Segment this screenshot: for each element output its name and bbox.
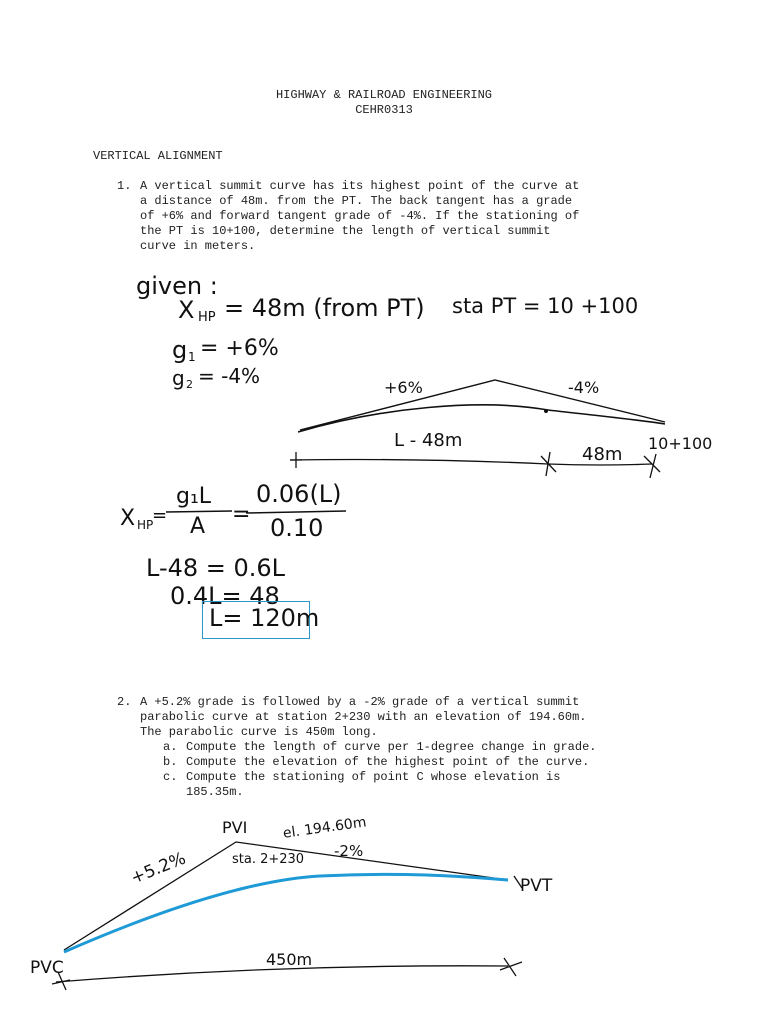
back-grade-label: +5.2% [128,848,189,889]
problem-line: a distance of 48m. from the PT. The back tangent has a grade [140,194,573,208]
problem-number: 1. [117,179,132,193]
pvi-label: PVI [222,818,248,837]
parabolic-curve [64,874,508,952]
formula-denominator: A [190,514,206,539]
formula-equals-2: = [232,502,251,527]
distance-48-label: 48m [582,444,623,465]
pvt-label: PVT [520,876,553,896]
g2-symbol: g [172,366,185,390]
problem-line: A vertical summit curve has its highest point of the curve at [140,179,580,193]
subpart-label: c. [163,770,178,784]
xhp-symbol: X [178,296,195,324]
problem-line: parabolic curve at station 2+230 with an elevation of 194.60m. [140,710,587,724]
given-label: given : [136,272,218,300]
formula-numerator-2: 0.06(L) [256,480,342,508]
problem-line: of +6% and forward tangent grade of -4%. If the stationing of [140,209,580,223]
g2-subscript: 2 [186,378,193,391]
problem-line: the PT is 10+100, determine the length of vertical summit [140,224,551,238]
section-title: VERTICAL ALIGNMENT [93,149,223,163]
xhp-subscript: HP [198,310,216,325]
subpart-label: b. [163,755,178,769]
g1-symbol: g [172,336,188,364]
subpart-text: Compute the elevation of the highest point of the curve. [186,755,590,769]
formula-denominator-2: 0.10 [270,514,324,542]
course-title: HIGHWAY & RAILROAD ENGINEERING [275,88,493,102]
problem-line: The parabolic curve is 450m long. [140,725,378,739]
curve-length-label: 450m [266,950,313,969]
dimension-tick [500,958,522,976]
g1-subscript: 1 [188,350,196,364]
subpart-text: Compute the length of curve per 1-degree change in grade. [186,740,597,754]
formula-equals: = [152,505,168,526]
forward-grade-label: -4% [568,378,600,397]
solution-step-2: 0.4L= 48 [170,582,280,610]
formula-x-subscript: HP [137,518,154,532]
course-code: CEHR0313 [355,103,413,117]
g1-value: = +6% [200,336,279,361]
back-grade-label: +6% [384,378,423,397]
problem-line: A +5.2% grade is followed by a -2% grade of a vertical summit [140,695,580,709]
problem-line: curve in meters. [140,239,256,253]
subpart-label: a. [163,740,178,754]
forward-grade-label: -2% [334,842,364,860]
formula-numerator: g₁L [176,484,212,509]
pvc-label: PVC [30,958,64,978]
length-minus-label: L - 48m [394,430,463,451]
problem-number: 2. [117,695,132,709]
pvi-elevation: el. 194.60m [282,814,368,842]
xhp-value: = 48m (from PT) [224,294,425,322]
solution-step-1: L-48 = 0.6L [146,554,286,582]
sta-pt-given: sta PT = 10 +100 [452,294,639,318]
pvi-station: sta. 2+230 [232,852,305,867]
subpart-text: Compute the stationing of point C whose elevation is [186,770,561,784]
answer-value: L= 120m [209,604,320,632]
subpart-text: 185.35m. [186,785,244,799]
formula-x: X [120,506,136,531]
pt-station-label: 10+100 [648,434,713,453]
g2-value: = -4% [198,364,261,388]
